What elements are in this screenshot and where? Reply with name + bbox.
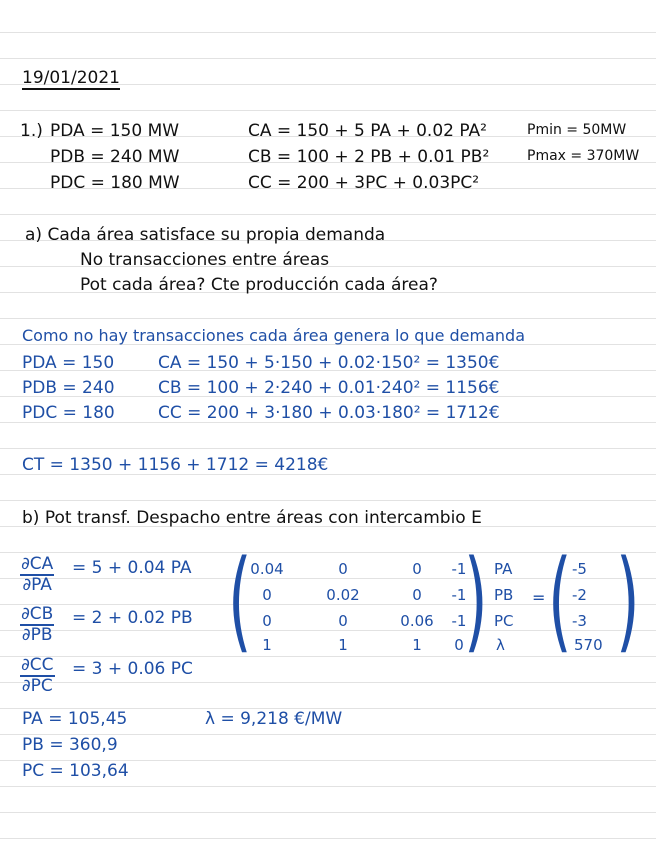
calc-power-a: PDA = 150 — [22, 353, 115, 373]
matrix-cell: 0.06 — [400, 612, 434, 630]
derivative-c — [20, 657, 55, 695]
part-a-line-1: No transacciones entre áreas — [80, 250, 330, 270]
matrix-cell: 0 — [338, 560, 348, 578]
derivative-b — [20, 606, 54, 644]
derivative-a-num: ∂CA — [21, 554, 54, 574]
part-b-title: b) Pot transf. Despacho entre áreas con intercambio E — [22, 508, 482, 528]
derivative-c-den: ∂PC — [21, 676, 53, 696]
rhs-value: -2 — [572, 586, 587, 604]
matrix-cell: 1 — [338, 636, 348, 654]
date: 19/01/2021 — [22, 68, 120, 88]
part-a-title: a) Cada área satisface su propia demanda — [25, 225, 386, 245]
problem-number: 1.) — [20, 121, 43, 141]
calc-power-c: PDC = 180 — [22, 403, 115, 423]
pmax: Pmax = 370MW — [527, 148, 640, 164]
matrix-cell: 0 — [412, 560, 422, 578]
derivative-a-den: ∂PA — [22, 575, 52, 595]
rhs-value: -5 — [572, 560, 587, 578]
rhs-value: -3 — [572, 612, 587, 630]
cost-b: CB = 100 + 2 PB + 0.01 PB² — [248, 147, 490, 167]
matrix-cell: -1 — [451, 586, 467, 604]
matrix-cell: 0 — [338, 612, 348, 630]
matrix-cell: -1 — [451, 612, 467, 630]
matrix-left-paren: ( — [228, 536, 252, 664]
calc-cost-c: CC = 200 + 3·180 + 0.03·180² = 1712€ — [158, 403, 500, 423]
pmin: Pmin = 50MW — [527, 122, 627, 138]
rhs-right-paren: ) — [616, 536, 640, 664]
derivative-a — [20, 556, 54, 594]
result-pc: PC = 103,64 — [22, 761, 129, 781]
matrix-cell: 1 — [412, 636, 422, 654]
matrix-cell: 1 — [262, 636, 272, 654]
matrix-equals: = — [532, 588, 546, 607]
unknown-pa: PA — [494, 560, 513, 578]
calc-power-b: PDB = 240 — [22, 378, 115, 398]
part-a-line-2: Pot cada área? Cte producción cada área? — [80, 275, 438, 295]
power-demand-a: PDA = 150 MW — [50, 121, 180, 141]
part-a-answer: Como no hay transacciones cada área genera lo que demanda — [22, 326, 526, 345]
result-pb: PB = 360,9 — [22, 735, 118, 755]
matrix-cell: 0 — [412, 586, 422, 604]
derivative-b-rhs: = 2 + 0.02 PB — [72, 608, 193, 628]
unknown-lambda: λ — [496, 636, 505, 654]
unknown-pc: PC — [494, 612, 514, 630]
matrix-cell: 0 — [262, 586, 272, 604]
derivative-b-num: ∂CB — [21, 604, 54, 624]
matrix-cell: 0 — [262, 612, 272, 630]
matrix-cell: 0 — [454, 636, 464, 654]
calc-cost-a: CA = 150 + 5·150 + 0.02·150² = 1350€ — [158, 353, 500, 373]
derivative-a-rhs: = 5 + 0.04 PA — [72, 558, 192, 578]
matrix-cell: -1 — [451, 560, 467, 578]
derivative-c-num: ∂CC — [21, 655, 54, 675]
power-demand-b: PDB = 240 MW — [50, 147, 180, 167]
cost-a: CA = 150 + 5 PA + 0.02 PA² — [248, 121, 487, 141]
total-cost: CT = 1350 + 1156 + 1712 = 4218€ — [22, 455, 329, 475]
result-lambda: λ = 9,218 €/MW — [205, 709, 343, 729]
rhs-value: 570 — [574, 636, 603, 654]
matrix-cell: 0.04 — [250, 560, 284, 578]
unknown-pb: PB — [494, 586, 514, 604]
cost-c: CC = 200 + 3PC + 0.03PC² — [248, 173, 480, 193]
calc-cost-b: CB = 100 + 2·240 + 0.01·240² = 1156€ — [158, 378, 500, 398]
matrix-right-paren: ) — [464, 536, 488, 664]
matrix-cell: 0.02 — [326, 586, 360, 604]
power-demand-c: PDC = 180 MW — [50, 173, 180, 193]
derivative-c-rhs: = 3 + 0.06 PC — [72, 659, 193, 679]
result-pa: PA = 105,45 — [22, 709, 128, 729]
rhs-left-paren: ( — [548, 536, 572, 664]
derivative-b-den: ∂PB — [21, 625, 53, 645]
